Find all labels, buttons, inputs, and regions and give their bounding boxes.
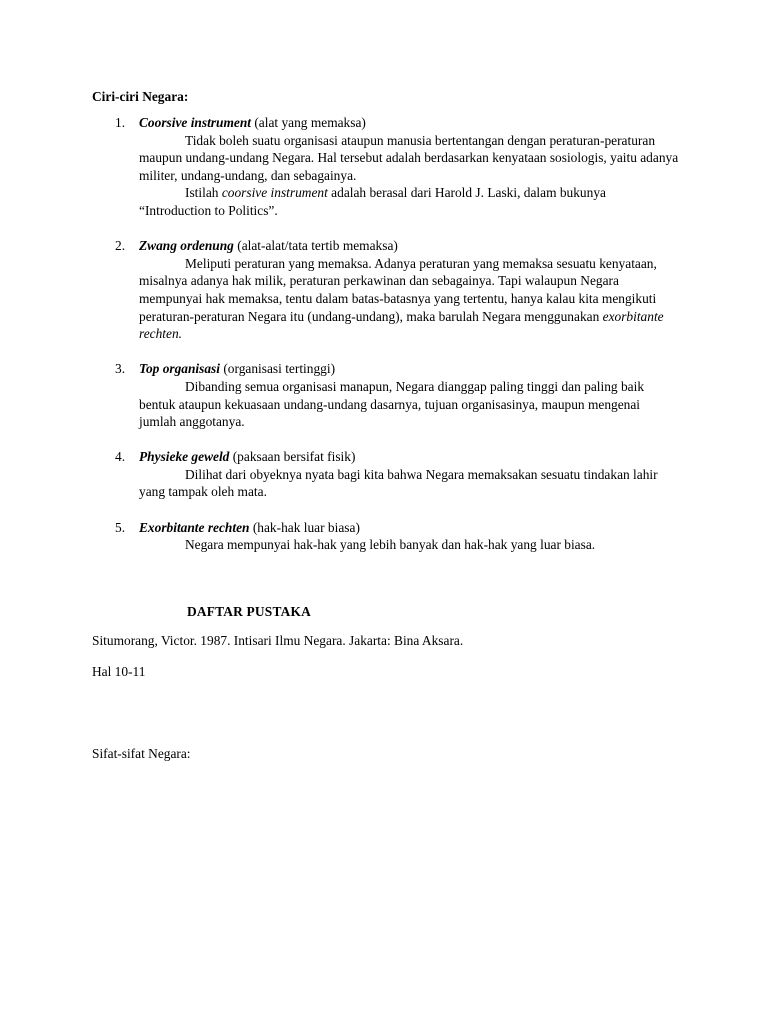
item-gloss: (paksaan bersifat fisik) [229,449,356,465]
item-number: 2. [115,238,126,254]
item-term: Top organisasi [139,361,220,377]
text-run: Meliputi peraturan yang memaksa. Adanya peraturan yang memaksa sesuatu kenyataan, misalnya adanya hak milik, peraturan perkawinan dan sebagainya. Tapi walaupun Negara mempunyai hak memaksa, tentu dalam batas-batasnya yang tertentu, hanya kalau kita mengikuti peraturan-peraturan Negara itu (undang-undang), maka barulah Negara menggunakan [139,255,657,324]
item-title [139,114,768,132]
item-number: 1. [115,115,126,130]
item-paragraph [139,255,679,343]
item-number: 3. [115,361,126,377]
item-number: 4. [115,449,126,465]
reference-entry: Situmorang, Victor. 1987. Intisari Ilmu Negara. Jakarta: Bina Aksara. [92,633,464,648]
item-gloss: (alat yang memaksa) [250,115,366,130]
item-title [139,237,768,255]
item-title [139,448,768,466]
item-gloss: (hak-hak luar biasa) [249,519,360,535]
section-heading: Ciri-ciri Negara: [92,89,189,104]
item-term: Exorbitante rechten [139,519,250,535]
item-term: Zwang ordenung [139,238,234,254]
text-run: adalah berasal dari Harold J. Laski, dalam bukunya “Introduction to Politics”. [139,185,606,218]
item-paragraph: Dibanding semua organisasi manapun, Negara dianggap paling tinggi dan paling baik bentuk ataupun kekuasaan undang-undang dasarnya, tujuan organisasinya, maupun mengenai jumlah anggotanya. [139,378,645,430]
reference-pages: Hal 10-11 [92,664,146,679]
item-number: 5. [115,519,126,535]
italic-term: exorbitante rechten. [139,308,664,342]
item-term: Coorsive instrument [139,115,251,130]
item-title [139,360,768,378]
characteristics-list [0,114,768,571]
item-gloss: (alat-alat/tata tertib memaksa) [233,238,398,254]
list-item [0,519,768,554]
references-heading: DAFTAR PUSTAKA [187,604,311,619]
item-paragraph: Negara mempunyai hak-hak yang lebih banyak dan hak-hak yang luar biasa. [185,537,596,553]
item-term: Physieke geweld [139,449,230,465]
item-title [139,519,768,537]
list-item [0,114,768,220]
item-paragraph: Dilihat dari obyeknya nyata bagi kita bahwa Negara memaksakan sesuatu tindakan lahir yang tampak oleh mata. [139,466,658,500]
next-section-heading: Sifat-sifat Negara: [92,746,191,761]
italic-term: coorsive instrument [221,185,328,201]
item-paragraph [139,184,679,219]
text-run: Istilah [185,185,222,201]
list-item [0,237,768,343]
item-gloss: (organisasi tertinggi) [220,361,336,377]
item-paragraph: Tidak boleh suatu organisasi ataupun manusia bertentangan dengan peraturan-peraturan maupun undang-undang Negara. Hal tersebut adalah berdasarkan kenyataan sosiologis, yaitu adanya militer, undang-undang, dan sebagainya. [139,132,679,183]
list-item [0,448,768,501]
list-item [0,360,768,430]
